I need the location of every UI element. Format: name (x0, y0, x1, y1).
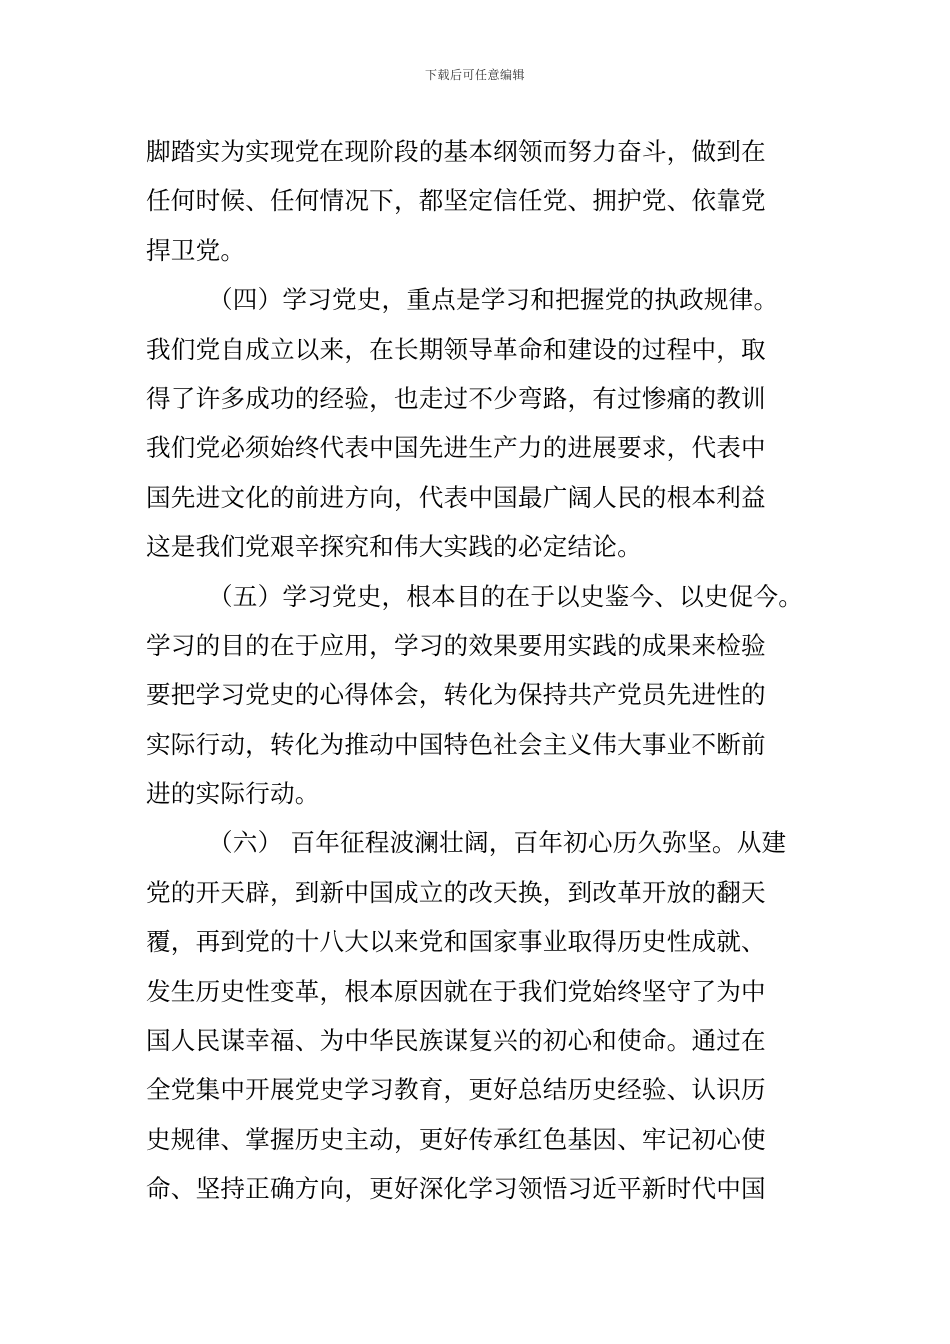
text-line: 党的开天辟，到新中国成立的改天换，到改革开放的翻天 (146, 877, 766, 907)
section-heading-line: （四）学习党史，重点是学习和把握党的执政规律。 (208, 285, 779, 315)
text-line: 捍卫党。 (146, 235, 246, 265)
text-line: 命、坚持正确方向，更好深化学习领悟习近平新时代中国 (146, 1174, 766, 1204)
text-line: 全党集中开展党史学习教育，更好总结历史经验、认识历 (146, 1075, 766, 1105)
text-line: 国人民谋幸福、为中华民族谋复兴的初心和使命。通过在 (146, 1026, 766, 1056)
text-line: 任何时候、任何情况下，都坚定信任党、拥护党、依靠党 (146, 186, 766, 216)
section-heading-line: （五）学习党史，根本目的在于以史鉴今、以史促今。 (208, 581, 804, 611)
text-line: 脚踏实为实现党在现阶段的基本纲领而努力奋斗，做到在 (146, 137, 766, 166)
text-line: 这是我们党艰辛探究和伟大实践的必定结论。 (146, 532, 642, 562)
text-line: 国先进文化的前进方向，代表中国最广阔人民的根本利益 (146, 482, 766, 512)
text-line: 我们党必须始终代表中国先进生产力的进展要求，代表中 (146, 433, 766, 463)
text-line: 史规律、掌握历史主动，更好传承红色基因、牢记初心使 (146, 1124, 766, 1154)
document-body (146, 127, 836, 1214)
text-line: 实际行动，转化为推动中国特色社会主义伟大事业不断前 (146, 729, 766, 759)
text-line: 覆，再到党的十八大以来党和国家事业取得历史性成就、 (146, 927, 766, 957)
text-line: 要把学习党史的心得体会，转化为保持共产党员先进性的 (146, 680, 766, 710)
text-line: 学习的目的在于应用，学习的效果要用实践的成果来检验 (146, 630, 766, 660)
text-line: 进的实际行动。 (146, 779, 320, 809)
text-line: 发生历史性变革，根本原因就在于我们党始终坚守了为中 (146, 976, 766, 1006)
text-line: 我们党自成立以来，在长期领导革命和建设的过程中，取 (146, 334, 766, 364)
text-line: 得了许多成功的经验，也走过不少弯路，有过惨痛的教训 (146, 383, 766, 413)
page-header-note: 下载后可任意编辑 (424, 68, 525, 82)
section-heading-line: （六） 百年征程波澜壮阔，百年初心历久弥坚。从建 (208, 828, 787, 858)
